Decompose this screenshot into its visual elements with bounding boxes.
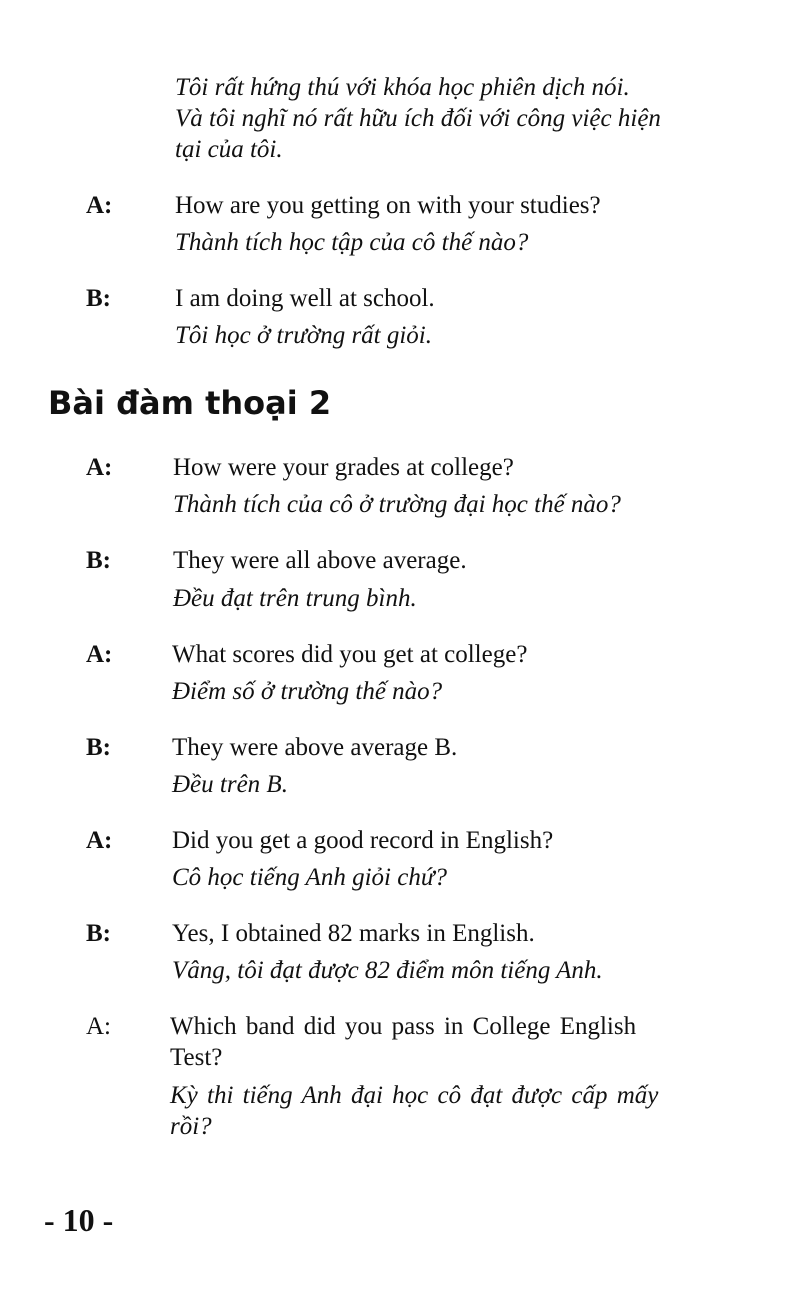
speaker-label: A: (86, 192, 113, 219)
vietnamese-line: Vâng, tôi đạt được 82 điểm môn tiếng Anh. (172, 957, 603, 984)
page-number: - 10 - (44, 1202, 114, 1238)
english-line: How are you getting on with your studies? (175, 192, 601, 219)
english-line: How were your grades at college? (173, 454, 514, 481)
speaker-label: A: (86, 454, 113, 481)
vietnamese-line: Đều trên B. (172, 771, 288, 798)
speaker-label: B: (86, 547, 111, 574)
english-line: Yes, I obtained 82 marks in English. (172, 920, 535, 947)
vietnamese-line: Thành tích của cô ở trường đại học thế nào? (173, 491, 621, 518)
english-line: They were all above average. (173, 547, 467, 574)
speaker-label: B: (86, 285, 111, 312)
vietnamese-line: Kỳ thi tiếng Anh đại học cô đạt được cấp mấy (170, 1082, 659, 1109)
vietnamese-line: Đều đạt trên trung bình. (173, 585, 417, 612)
speaker-label: A: (86, 1013, 111, 1040)
intro-line-3: tại của tôi. (175, 136, 283, 163)
speaker-label: A: (86, 827, 113, 854)
english-line: I am doing well at school. (175, 285, 435, 312)
speaker-label: B: (86, 734, 111, 761)
vietnamese-line: Tôi học ở trường rất giỏi. (175, 322, 433, 349)
english-line: Which band did you pass in College English (170, 1013, 637, 1040)
vietnamese-line: Điểm số ở trường thế nào? (172, 678, 443, 705)
intro-line-1: Tôi rất hứng thú với khóa học phiên dịch nói. (175, 74, 630, 101)
english-line: Did you get a good record in English? (172, 827, 554, 854)
section-heading: Bài đàm thoại 2 (48, 384, 332, 422)
english-line-continued: Test? (170, 1044, 223, 1071)
vietnamese-line: Cô học tiếng Anh giỏi chứ? (172, 864, 447, 891)
vietnamese-line: Thành tích học tập của cô thế nào? (175, 229, 529, 256)
english-line: What scores did you get at college? (172, 641, 528, 668)
vietnamese-line-continued: rồi? (170, 1113, 212, 1140)
speaker-label: A: (86, 641, 113, 668)
speaker-label: B: (86, 920, 111, 947)
intro-line-2: Và tôi nghĩ nó rất hữu ích đối với công việc hiện (175, 105, 661, 132)
english-line: They were above average B. (172, 734, 458, 761)
